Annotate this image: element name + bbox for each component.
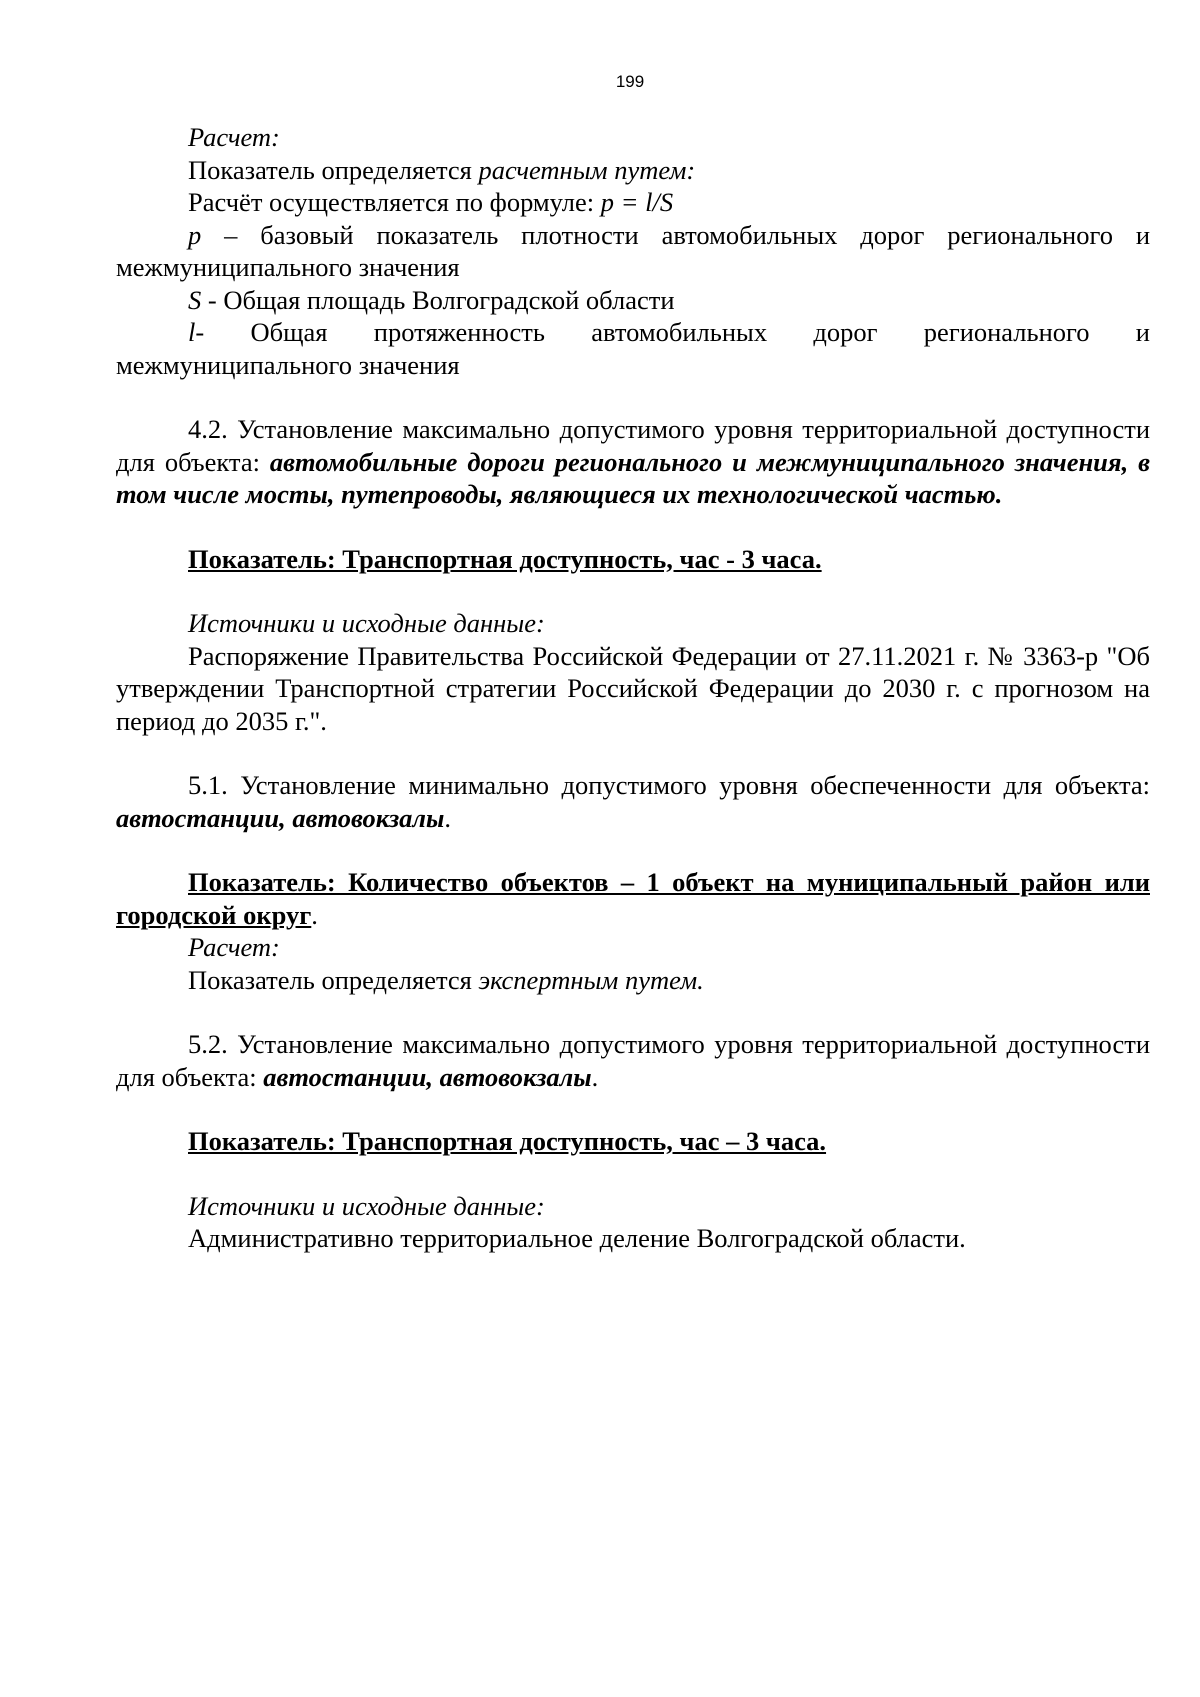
- section-5-1-object: автостанции, автовокзалы: [116, 802, 445, 833]
- section-4-2-sources-text: Распоряжение Правительства Российской Федерации от 27.11.2021 г. № 3363-р "Об утверждении Транспортной стратегии Российской Федерации до 2030 г. с прогнозом на период до 2035 г.".: [116, 640, 1150, 736]
- formula-line: Расчёт осуществляется по формуле: p = l/S: [188, 187, 674, 217]
- section-5-2-sources-label: Источники и исходные данные:: [188, 1190, 545, 1221]
- section-5-1-method-line: Показатель определяется экспертным путем.: [188, 964, 704, 995]
- section-4-2-indicator: Показатель: Транспортная доступность, час - 3 часа.: [188, 543, 822, 574]
- p-definition: p – базовый показатель плотности автомобильных дорог регионального и межмуниципального значения: [116, 219, 1150, 282]
- section-5-2-indicator: Показатель: Транспортная доступность, час – 3 часа.: [188, 1126, 827, 1156]
- section-5-2-object: автостанции, автовокзалы: [263, 1061, 592, 1092]
- l-definition: l- Общая протяженность автомобильных дорог регионального и межмуниципального значения: [116, 317, 1150, 380]
- calc-label: Расчет:: [188, 122, 280, 152]
- section-5-1-indicator: Показатель: Количество объектов – 1 объект на муниципальный район или городской округ.: [116, 867, 1150, 930]
- section-4-2-sources-label: Источники и исходные данные:: [188, 608, 545, 638]
- section-5-1-calc-label: Расчет:: [188, 932, 280, 962]
- method-value: расчетным путем:: [478, 154, 696, 185]
- section-5-2-heading: 5.2. Установление максимально допустимого уровня территориальной доступности для объекта: автостанции, автовокзалы.: [116, 1029, 1150, 1092]
- section-4-2-heading: 4.2. Установление максимально допустимого уровня территориальной доступности для объекта: автомобильные дороги регионального и межмуниципального значения, в том числе мосты, путепроводы, являющиеся их технологической частью.: [116, 414, 1150, 509]
- section-5-2-sources-text: Административно территориальное деление Волгоградской области.: [188, 1223, 966, 1253]
- document-body: [116, 121, 1150, 1255]
- s-definition: S - Общая площадь Волгоградской области: [188, 284, 675, 315]
- section-5-1-method-value: экспертным путем.: [478, 964, 704, 995]
- page-number: 199: [615, 72, 645, 91]
- formula: p = l/S: [600, 187, 674, 217]
- section-5-1-heading: 5.1. Установление минимально допустимого уровня обеспеченности для объекта: автостанции, автовокзалы.: [116, 770, 1150, 833]
- method-line: Показатель определяется расчетным путем:: [188, 154, 696, 185]
- section-4-2-object: автомобильные дороги регионального и межмуниципального значения, в том числе мосты, путепроводы, являющиеся их технологической частью.: [116, 446, 1150, 509]
